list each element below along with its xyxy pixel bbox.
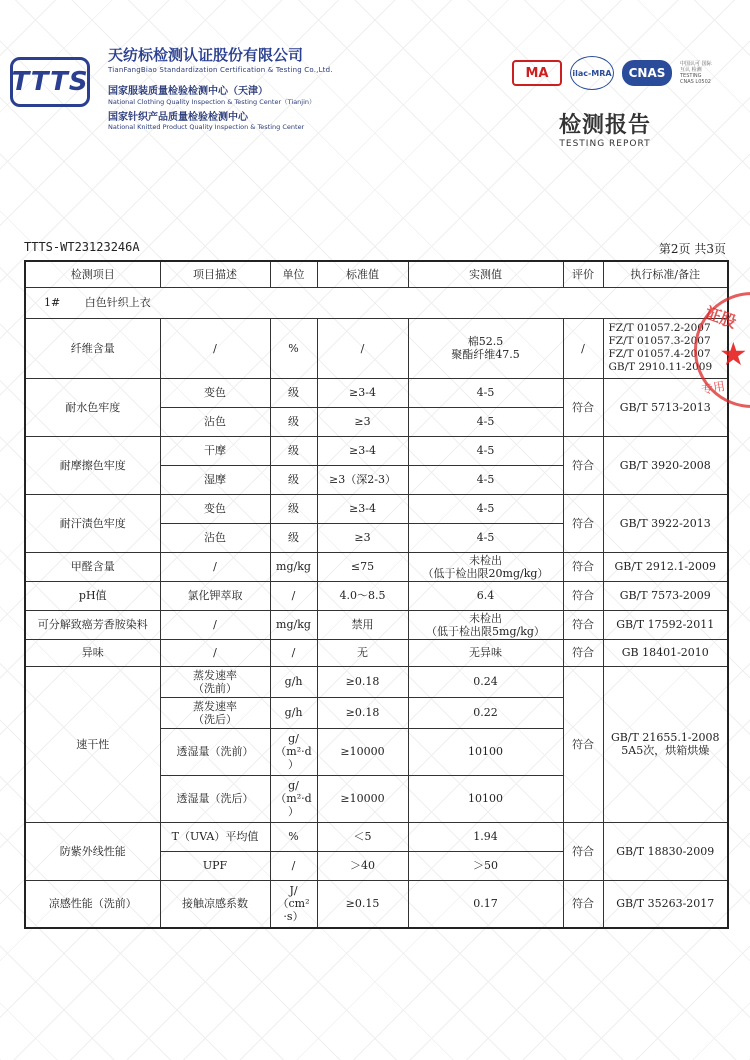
unit-cell: % <box>270 318 317 378</box>
unit-cell <box>270 775 317 822</box>
item-cell: 耐水色牢度 <box>25 378 160 436</box>
standard-line: FZ/T 01057.2-2007 <box>608 322 711 334</box>
unit-line: （cm² <box>277 897 310 911</box>
standard-cell: GB/T 7573-2009 <box>603 581 728 610</box>
table-row <box>25 880 728 928</box>
item-cell: 速干性 <box>25 666 160 822</box>
std-value-cell: ≥3 <box>317 407 408 436</box>
standard-cell <box>603 666 728 822</box>
unit-cell: g/h <box>270 697 317 728</box>
measured-cell: 6.4 <box>408 581 563 610</box>
measured-cell: 10100 <box>408 775 563 822</box>
desc-cell: T（UVA）平均值 <box>160 822 270 851</box>
item-cell: 可分解致癌芳香胺染料 <box>25 610 160 639</box>
eval-cell: 符合 <box>563 822 603 880</box>
measured-cell: 4-5 <box>408 378 563 407</box>
desc-cell: 变色 <box>160 378 270 407</box>
desc-cell: / <box>160 552 270 581</box>
accreditation-marks <box>512 56 716 90</box>
header-cell: 评价 <box>563 261 603 287</box>
measured-cell: 1.94 <box>408 822 563 851</box>
eval-cell: 符合 <box>563 880 603 928</box>
header-cell: 标准值 <box>317 261 408 287</box>
standard-line: FZ/T 01057.4-2007 <box>608 348 711 360</box>
desc-cell <box>160 697 270 728</box>
eval-cell: 符合 <box>563 552 603 581</box>
eval-cell: 符合 <box>563 581 603 610</box>
center1-name-en: National Clothing Quality Inspection & Testing Center（Tianjin） <box>108 98 316 106</box>
unit-cell: % <box>270 822 317 851</box>
eval-cell: 符合 <box>563 610 603 639</box>
measured-cell: 4-5 <box>408 436 563 465</box>
sample-number: 1# <box>44 296 61 309</box>
header-cell: 单位 <box>270 261 317 287</box>
standard-cell: GB/T 3922-2013 <box>603 494 728 552</box>
table-row <box>25 639 728 666</box>
table-row <box>25 494 728 523</box>
table-header-row <box>25 261 728 287</box>
measured-line: 未检出 <box>469 611 502 625</box>
unit-cell: / <box>270 639 317 666</box>
seal-text: 专用 <box>700 379 727 397</box>
measured-cell: 0.17 <box>408 880 563 928</box>
header-cell: 执行标准/备注 <box>603 261 728 287</box>
item-cell: 异味 <box>25 639 160 666</box>
report-title-cn: 检测报告 <box>558 113 651 138</box>
header-cell: 检测项目 <box>25 261 160 287</box>
std-value-cell: ＜5 <box>317 822 408 851</box>
center2-name-cn: 国家针织产品质量检验检测中心 <box>108 112 248 123</box>
std-value-cell: ≥0.18 <box>317 697 408 728</box>
item-cell: 耐摩擦色牢度 <box>25 436 160 494</box>
seal-text: 证股 <box>702 303 739 332</box>
eval-cell: 符合 <box>563 378 603 436</box>
eval-cell: 符合 <box>563 666 603 822</box>
std-value-cell: ≥3（深2-3） <box>317 465 408 494</box>
standard-cell: GB/T 3920-2008 <box>603 436 728 494</box>
report-title <box>540 108 670 149</box>
item-cell: 甲醛含量 <box>25 552 160 581</box>
unit-cell <box>270 728 317 775</box>
sample-row <box>25 287 728 318</box>
report-number: TTTS-WT23123246A <box>24 240 140 254</box>
desc-cell: 接触凉感系数 <box>160 880 270 928</box>
measured-cell: ＞50 <box>408 851 563 880</box>
desc-cell: 沾色 <box>160 407 270 436</box>
eval-cell: 符合 <box>563 436 603 494</box>
desc-line: （洗前） <box>193 681 237 695</box>
std-value-cell: 4.0～8.5 <box>317 581 408 610</box>
sample-name: 白色针织上衣 <box>84 296 151 309</box>
header-cell: 实测值 <box>408 261 563 287</box>
header-cell: 项目描述 <box>160 261 270 287</box>
measured-line: 聚酯纤维47.5 <box>451 348 520 361</box>
table-row <box>25 318 728 378</box>
measured-cell <box>408 552 563 581</box>
measured-cell: 4-5 <box>408 465 563 494</box>
table-row <box>25 610 728 639</box>
unit-cell: mg/kg <box>270 610 317 639</box>
measured-cell <box>408 318 563 378</box>
company-logo <box>10 57 90 107</box>
std-value-cell: 禁用 <box>317 610 408 639</box>
standard-cell: GB/T 35263-2017 <box>603 880 728 928</box>
unit-line: （m²·d <box>275 792 312 805</box>
std-value-cell: ≥10000 <box>317 775 408 822</box>
unit-line: J/ <box>289 884 298 898</box>
eval-cell: / <box>563 318 603 378</box>
measured-cell: 0.24 <box>408 666 563 697</box>
unit-line: g/ <box>288 779 299 792</box>
standard-line: GB/T 21655.1-2008 <box>610 731 720 744</box>
desc-line: 蒸发速率 <box>193 699 237 713</box>
measured-cell: 4-5 <box>408 523 563 552</box>
table-row <box>25 436 728 465</box>
table-row <box>25 378 728 407</box>
company-info <box>108 44 333 131</box>
standard-line: FZ/T 01057.3-2007 <box>608 335 711 347</box>
desc-cell: / <box>160 610 270 639</box>
unit-cell: 级 <box>270 523 317 552</box>
measured-cell: 10100 <box>408 728 563 775</box>
std-value-cell: 无 <box>317 639 408 666</box>
desc-line: （洗后） <box>193 712 237 726</box>
desc-cell <box>160 666 270 697</box>
desc-cell: 变色 <box>160 494 270 523</box>
measured-line: 棉52.5 <box>467 335 504 348</box>
measured-cell: 4-5 <box>408 407 563 436</box>
unit-cell <box>270 880 317 928</box>
table-row <box>25 666 728 697</box>
desc-cell: 透湿量（洗后） <box>160 775 270 822</box>
table-row <box>25 822 728 851</box>
desc-cell: 氯化钾萃取 <box>160 581 270 610</box>
measured-cell <box>408 610 563 639</box>
measured-line: （低于检出限20mg/kg） <box>422 566 549 580</box>
unit-cell: 级 <box>270 494 317 523</box>
eval-cell: 符合 <box>563 639 603 666</box>
standard-cell: GB/T 2912.1-2009 <box>603 552 728 581</box>
measured-line: 未检出 <box>469 553 502 567</box>
measured-cell: 0.22 <box>408 697 563 728</box>
unit-cell: 级 <box>270 465 317 494</box>
table-row <box>25 581 728 610</box>
company-name-cn: 天纺标检测认证股份有限公司 <box>108 46 304 64</box>
center2-name-en: National Knitted Product Quality Inspection & Testing Center <box>108 123 305 131</box>
measured-cell: 无异味 <box>408 639 563 666</box>
standard-line: 5A5次，烘箱烘燥 <box>621 744 710 757</box>
standard-line: GB/T 2910.11-2009 <box>608 361 713 373</box>
std-value-cell: ≥0.15 <box>317 880 408 928</box>
item-cell: 纤维含量 <box>25 318 160 378</box>
star-icon: ★ <box>719 335 748 373</box>
desc-cell: 干摩 <box>160 436 270 465</box>
std-value-cell: ≥0.18 <box>317 666 408 697</box>
report-title-en: TESTING REPORT <box>559 139 651 149</box>
unit-cell: / <box>270 851 317 880</box>
item-cell: 防紫外线性能 <box>25 822 160 880</box>
item-cell: 耐汗渍色牢度 <box>25 494 160 552</box>
results-table <box>24 260 729 929</box>
std-value-cell: / <box>317 318 408 378</box>
cnas-mark: CNAS <box>622 60 672 86</box>
unit-cell: 级 <box>270 436 317 465</box>
item-cell: pH值 <box>25 581 160 610</box>
unit-cell: 级 <box>270 378 317 407</box>
unit-line: ） <box>288 758 299 771</box>
unit-cell: / <box>270 581 317 610</box>
unit-line: ） <box>288 805 299 818</box>
cma-mark: MA <box>512 60 562 86</box>
std-value-cell: ≥3-4 <box>317 436 408 465</box>
standard-cell: GB/T 17592-2011 <box>603 610 728 639</box>
unit-cell: mg/kg <box>270 552 317 581</box>
page-info: 第2页 共3页 <box>658 242 726 256</box>
unit-line: （m²·d <box>275 745 312 758</box>
desc-cell: UPF <box>160 851 270 880</box>
item-cell: 凉感性能（洗前） <box>25 880 160 928</box>
measured-cell: 4-5 <box>408 494 563 523</box>
desc-cell: 湿摩 <box>160 465 270 494</box>
standard-cell: GB/T 5713-2013 <box>603 378 728 436</box>
eval-cell: 符合 <box>563 494 603 552</box>
unit-cell: g/h <box>270 666 317 697</box>
desc-line: 蒸发速率 <box>193 668 237 682</box>
ilac-mra-mark: ilac-MRA <box>570 56 614 90</box>
desc-cell: / <box>160 639 270 666</box>
sample-cell <box>25 287 728 318</box>
unit-line: ·s） <box>283 910 304 924</box>
std-value-cell: ≥3-4 <box>317 378 408 407</box>
cnas-caption: 中国认可 国际互认 检测 TESTING CNAS L0502 <box>680 61 712 85</box>
std-value-cell: ≥3-4 <box>317 494 408 523</box>
unit-cell: 级 <box>270 407 317 436</box>
measured-line: （低于检出限5mg/kg） <box>426 624 545 638</box>
desc-cell: 沾色 <box>160 523 270 552</box>
desc-cell: / <box>160 318 270 378</box>
std-value-cell: ≥10000 <box>317 728 408 775</box>
std-value-cell: ＞40 <box>317 851 408 880</box>
table-row <box>25 552 728 581</box>
standard-cell: GB/T 18830-2009 <box>603 822 728 880</box>
unit-line: g/ <box>288 732 299 745</box>
center1-name-cn: 国家服装质量检验检测中心（天津） <box>108 86 268 97</box>
standard-cell: GB 18401-2010 <box>603 639 728 666</box>
logo-text: TTTS <box>11 67 89 97</box>
std-value-cell: ≥3 <box>317 523 408 552</box>
std-value-cell: ≤75 <box>317 552 408 581</box>
desc-cell: 透湿量（洗前） <box>160 728 270 775</box>
company-name-en: TianFangBiao Standardization Certification & Testing Co.,Ltd. <box>108 66 333 74</box>
